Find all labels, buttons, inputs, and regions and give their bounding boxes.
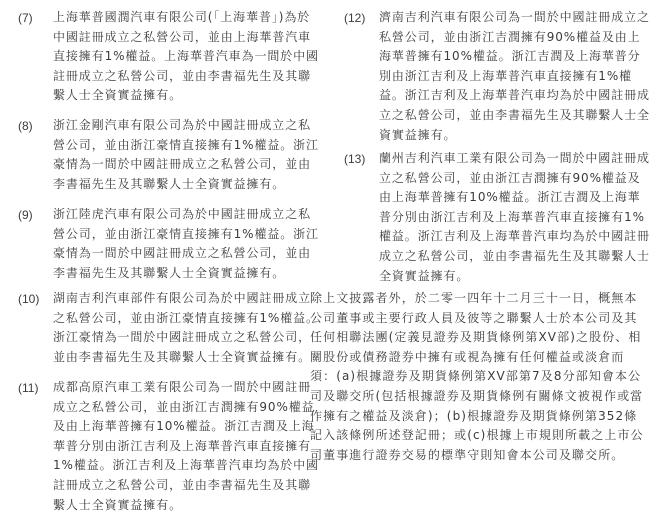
footnote-text: 濟南吉利汽車有限公司為一間於中國註冊成立之私營公司，並由浙江吉潤擁有90%權益及由上海華普擁有10%權益。浙江吉潤及上海華普分別由浙江吉利及上海華普汽車直接擁有1%權益。浙江吉利及上海華普汽車均為於中國註冊成立之私營公司，並由李書福先生及其聯繫人士全資實益擁有。 xyxy=(379,10,650,142)
footnote-text: 成都高原汽車工業有限公司為一間於中國註冊成立之私營公司，並由浙江吉潤擁有90%權益及由上海華普擁有10%權益。浙江吉潤及上海華普分別由浙江吉利及上海華普汽車直接擁有1%權益。浙江吉利及上海華普汽車均為於中國註冊成立之私營公司，並由李書福先生及其聯繫人士全資實益擁有。 xyxy=(53,380,319,512)
footnote-10 xyxy=(18,289,323,367)
footnote-number: (10) xyxy=(18,292,40,306)
footnote-11 xyxy=(18,378,323,515)
footnote-9 xyxy=(18,205,323,283)
footnote-number: (12) xyxy=(344,11,366,25)
footnote-13 xyxy=(344,149,651,286)
footnote-number: (7) xyxy=(18,11,33,25)
footnote-text: 浙江金剛汽車有限公司為於中國註冊成立之私營公司，並由浙江豪情直接擁有1%權益。浙江豪情為一間於中國註冊成立之私營公司，並由李書福先生及其聯繫人士全資實益擁有。 xyxy=(53,118,319,191)
footnote-7 xyxy=(18,8,323,106)
footnote-number: (11) xyxy=(18,381,39,395)
footnote-number: (13) xyxy=(344,152,366,166)
footnote-text: 蘭州吉利汽車工業有限公司為一間於中國註冊成立之私營公司，並由浙江吉潤擁有90%權益及由上海華普擁有10%權益。浙江吉潤及上海華普分別由浙江吉利及上海華普汽車直接擁有1%權益。浙江吉利及上海華普汽車均為於中國註冊成立之私營公司，並由李書福先生及其聯繫人士全資實益擁有。 xyxy=(379,151,650,283)
disclosure-paragraph: 除上文披露者外，於二零一四年十二月三十一日，概無本公司董事或主要行政人員及彼等之聯繫人士於本公司及其任何相聯法團(定義見證券及期貨條例第XV部)之股份、相關股份或債務證券中擁有或視為擁有任何權益或淡倉而須：(a)根據證券及期貨條例第XV部第7及8分部知會本公司及聯交所(包括根據證券及期貨條例有關條文被視作或當作擁有之權益及淡倉)；(b)根據證券及期貨條例第352條記入該條例所述登記冊；或(c)根據上市規則所載之上市公司董事進行證券交易的標準守則知會本公司及聯交所。 xyxy=(310,291,644,462)
footnote-text: 浙江陸虎汽車有限公司為於中國註冊成立之私營公司，並由浙江豪情直接擁有1%權益。浙江豪情為一間於中國註冊成立之私營公司，並由李書福先生及其聯繫人士全資實益擁有。 xyxy=(53,207,319,280)
footnote-text: 上海華普國潤汽車有限公司(「上海華普」)為於中國註冊成立之私營公司，並由上海華普汽車直接擁有1%權益。上海華普汽車為一間於中國註冊成立之私營公司，並由李書福先生及其聯繫人士全資實益擁有。 xyxy=(53,10,319,103)
footnote-number: (8) xyxy=(18,119,33,133)
footnote-12 xyxy=(344,8,651,145)
footnote-8 xyxy=(18,116,323,194)
footnote-number: (9) xyxy=(18,208,33,222)
footnote-text: 湖南吉利汽車部件有限公司為於中國註冊成立之私營公司，並由浙江豪情直接擁有1%權益。浙江豪情為一間於中國註冊成立之私營公司，並由李書福先生及其聯繫人士全資實益擁有。 xyxy=(53,291,319,364)
